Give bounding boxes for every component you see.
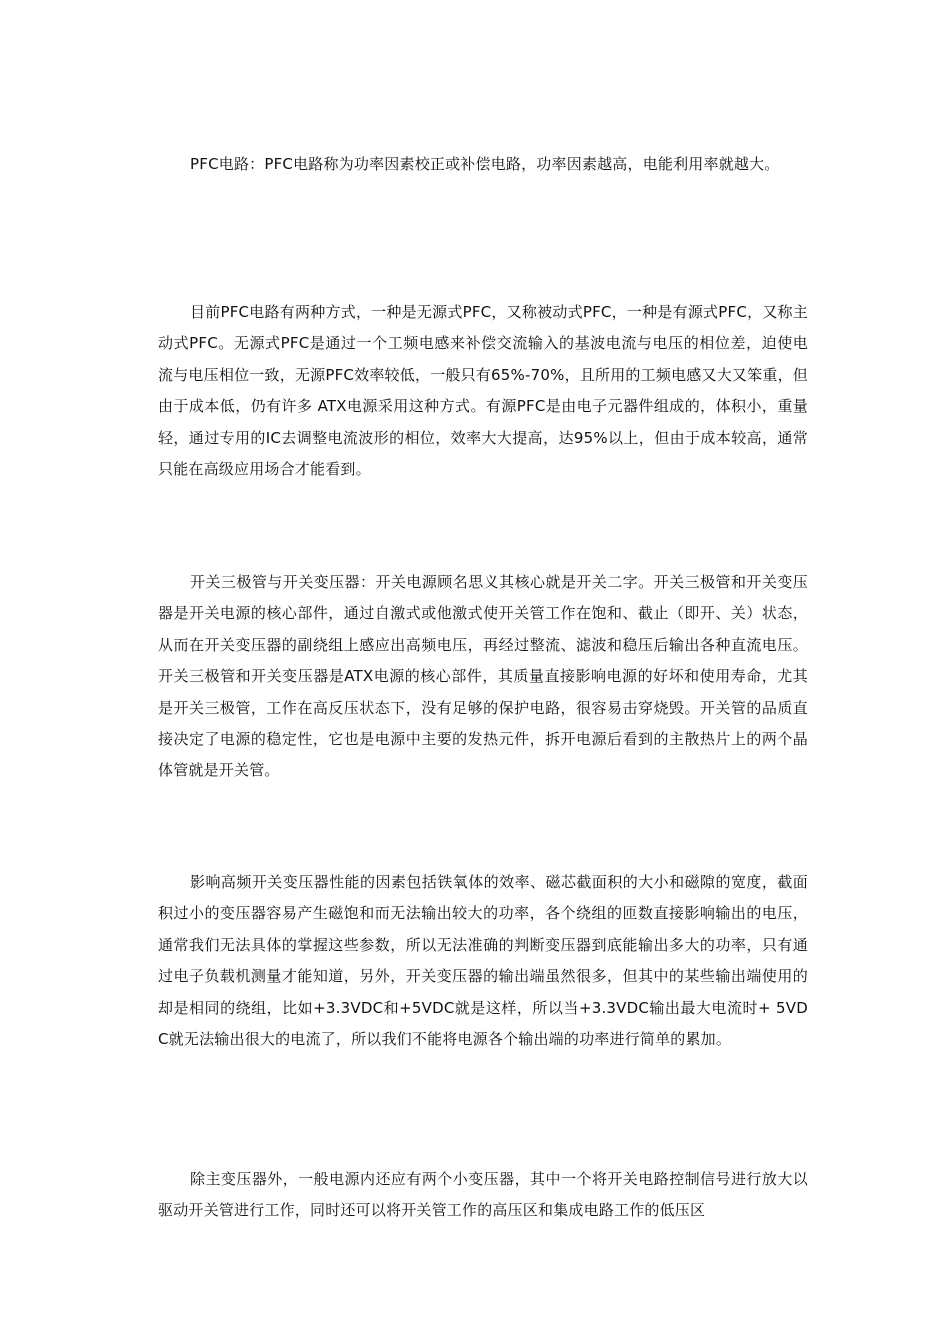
paragraph-small-transformers: 除主变压器外，一般电源内还应有两个小变压器，其中一个将开关电路控制信号进行放大以驱动开关管进行工作，同时还可以将开关管工作的高压区和集成电路工作的低压区	[158, 1170, 808, 1220]
paragraph-transformer-performance: 影响高频开关变压器性能的因素包括铁氧体的效率、磁芯截面积的大小和磁隙的宽度，截面积过小的变压器容易产生磁饱和而无法输出较大的功率，各个绕组的匝数直接影响输出的电压，通常我们无法具体的掌握这些参数，所以无法准确的判断变压器到底能输出多大的功率，只有通过电子负载机测量才能知道，另外，开关变压器的输出端虽然很多，但其中的某些输出端使用的却是相同的绕组，比如+3.3VDC和+5VDC就是这样，所以当+3.3VDC输出最大电流时+ 5VDC就无法输出很大的电流了，所以我们不能将电源各个输出端的功率进行简单的累加。	[158, 873, 808, 1049]
paragraph-pfc-types: 目前PFC电路有两种方式，一种是无源式PFC，又称被动式PFC，一种是有源式PFC，又称主动式PFC。无源式PFC是通过一个工频电感来补偿交流输入的基波电流与电压的相位差，迫使电流与电压相位一致，无源PFC效率较低，一般只有65%-70%，且所用的工频电感又大又笨重，但由于成本低，仍有许多 ATX电源采用这种方式。有源PFC是由电子元器件组成的，体积小，重量轻，通过专用的IC去调整电流波形的相位，效率大大提高，达95%以上，但由于成本较高，通常只能在高级应用场合才能看到。	[158, 303, 808, 479]
paragraph-switch-transistor-transformer: 开关三极管与开关变压器：开关电源顾名思义其核心就是开关二字。开关三极管和开关变压器是开关电源的核心部件，通过自激式或他激式使开关管工作在饱和、截止（即开、关）状态，从而在开关变压器的副绕组上感应出高频电压，再经过整流、滤波和稳压后输出各种直流电压。开关三极管和开关变压器是ATX电源的核心部件，其质量直接影响电源的好坏和使用寿命，尤其是开关三极管，工作在高反压状态下，没有足够的保护电路，很容易击穿烧毁。开关管的品质直接决定了电源的稳定性，它也是电源中主要的发热元件，拆开电源后看到的主散热片上的两个晶体管就是开关管。	[158, 573, 808, 780]
paragraph-pfc-definition: PFC电路：PFC电路称为功率因素校正或补偿电路，功率因素越高，电能利用率就越大。	[190, 155, 780, 173]
